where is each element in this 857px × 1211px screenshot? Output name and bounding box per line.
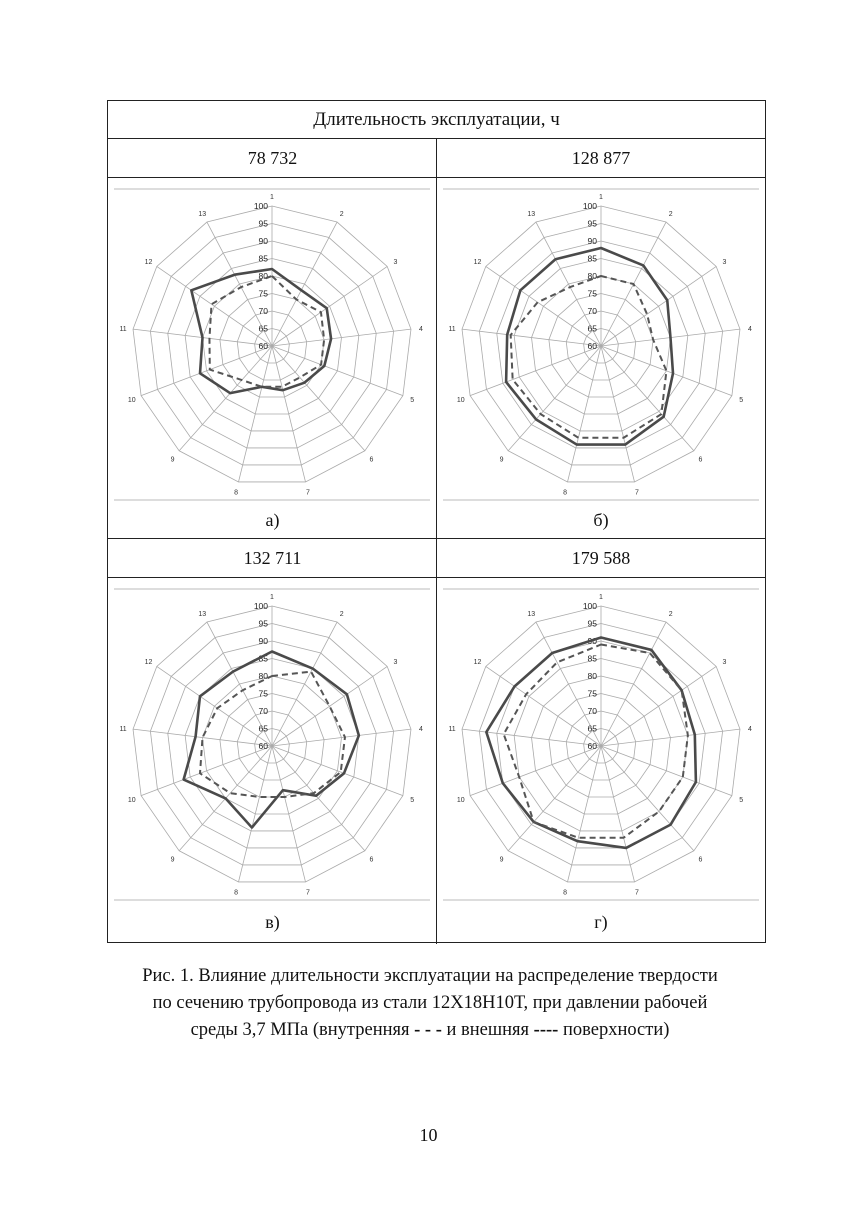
- cell-title-d: 179 588: [437, 539, 765, 578]
- category-label: 12: [473, 658, 482, 666]
- axis-spoke: [470, 746, 601, 796]
- category-label: 11: [119, 725, 127, 733]
- tick-label: 95: [587, 218, 597, 229]
- tick-label: 85: [258, 253, 268, 264]
- axis-spoke: [141, 746, 272, 796]
- tick-label: 80: [587, 671, 597, 681]
- tick-label: 100: [582, 201, 597, 211]
- category-label: 6: [698, 856, 703, 864]
- axis-spoke: [272, 746, 403, 796]
- axis-spoke: [272, 622, 337, 746]
- category-label: 7: [305, 489, 310, 497]
- tick-label: 80: [587, 271, 597, 281]
- chart-label-a: а): [108, 501, 437, 539]
- series-outer-solid: [184, 652, 359, 828]
- category-label: 4: [747, 725, 752, 733]
- tick-label: 95: [587, 618, 597, 629]
- tick-label: 70: [258, 706, 268, 716]
- table-divider: [436, 138, 437, 944]
- axis-spoke: [179, 346, 272, 451]
- category-label: 5: [739, 397, 744, 405]
- category-label: 2: [668, 211, 673, 219]
- chart-label-d: г): [594, 912, 608, 932]
- category-label: 6: [369, 456, 374, 464]
- tick-label: 90: [258, 236, 268, 246]
- tick-label: 70: [587, 306, 597, 316]
- category-label: 10: [456, 397, 465, 405]
- category-label: 10: [456, 797, 465, 805]
- category-label: 5: [410, 797, 415, 805]
- category-label: 3: [393, 258, 398, 266]
- category-label: 5: [410, 397, 415, 405]
- tick-label: 85: [258, 653, 268, 664]
- category-label: 13: [198, 611, 207, 619]
- category-label: 13: [527, 611, 536, 619]
- tick-label: 90: [587, 236, 597, 246]
- category-label: 6: [698, 456, 703, 464]
- category-label: 1: [599, 194, 603, 201]
- tick-label: 100: [582, 601, 597, 611]
- axis-spoke: [508, 746, 601, 851]
- cell-title-b: 128 877: [437, 139, 765, 178]
- axis-spoke: [470, 346, 601, 396]
- category-label: 7: [634, 489, 639, 497]
- category-label: 9: [170, 856, 175, 864]
- category-label: 1: [270, 594, 274, 601]
- category-label: 8: [234, 889, 239, 897]
- tick-label: 85: [587, 653, 597, 664]
- category-label: 2: [668, 611, 673, 619]
- tick-label: 65: [587, 723, 597, 734]
- tick-label: 60: [587, 741, 597, 751]
- category-label: 12: [473, 258, 482, 266]
- axis-spoke: [601, 346, 694, 451]
- tick-label: 85: [587, 253, 597, 264]
- axis-spoke: [601, 346, 732, 396]
- category-label: 10: [127, 797, 136, 805]
- category-label: 4: [418, 325, 423, 333]
- tick-label: 60: [258, 341, 268, 351]
- category-label: 1: [599, 594, 603, 601]
- tick-label: 70: [258, 306, 268, 316]
- cell-title-a: 78 732: [108, 139, 437, 178]
- radar-chart-c: [108, 578, 436, 903]
- tick-label: 80: [258, 671, 268, 681]
- category-label: 2: [339, 211, 344, 219]
- table-header: Длительность эксплуатации, ч: [108, 101, 765, 139]
- chart-panel-c: [108, 578, 436, 903]
- category-label: 12: [144, 658, 153, 666]
- caption-text-c: поверхности): [558, 1020, 670, 1040]
- tick-label: 75: [258, 288, 268, 299]
- tick-label: 80: [258, 271, 268, 281]
- tick-label: 75: [258, 688, 268, 699]
- radar-chart-d: [437, 578, 765, 903]
- radar-chart-b: [437, 178, 765, 503]
- radar-chart-a: [108, 178, 436, 503]
- category-label: 10: [127, 397, 136, 405]
- tick-label: 60: [258, 741, 268, 751]
- caption-text-a: среды 3,7 МПа (внутренняя: [190, 1020, 415, 1040]
- category-label: 4: [418, 725, 423, 733]
- category-label: 8: [563, 889, 568, 897]
- category-label: 5: [739, 797, 744, 805]
- legend-dashed: - - -: [414, 1020, 442, 1040]
- axis-spoke: [272, 346, 365, 451]
- category-label: 1: [270, 194, 274, 201]
- tick-label: 65: [587, 323, 597, 334]
- caption-text-b: и внешняя: [441, 1020, 534, 1040]
- category-label: 12: [144, 258, 153, 266]
- category-label: 4: [747, 325, 752, 333]
- category-label: 11: [448, 725, 456, 733]
- tick-label: 75: [587, 288, 597, 299]
- tick-label: 90: [258, 636, 268, 646]
- tick-label: 95: [258, 218, 268, 229]
- chart-label-c: в): [265, 912, 280, 932]
- category-label: 9: [170, 456, 175, 464]
- chart-panel-d: [437, 578, 765, 903]
- category-label: 7: [634, 889, 639, 897]
- legend-solid: ----: [533, 1020, 559, 1040]
- figure-table: [107, 100, 766, 943]
- category-label: 8: [234, 489, 239, 497]
- tick-label: 60: [587, 341, 597, 351]
- axis-spoke: [508, 346, 601, 451]
- chart-panel-b: [437, 178, 765, 503]
- caption-line-3: [80, 1017, 780, 1044]
- figure-caption: [80, 963, 780, 1044]
- category-label: 3: [722, 258, 727, 266]
- category-label: 6: [369, 856, 374, 864]
- tick-label: 90: [587, 636, 597, 646]
- tick-label: 95: [258, 618, 268, 629]
- category-label: 8: [563, 489, 568, 497]
- page-number: 10: [419, 1125, 438, 1145]
- cell-title-c: 132 711: [108, 539, 437, 578]
- caption-line-2: по сечению трубопровода из стали 12Х18Н10Т, при давлении рабочей: [152, 993, 708, 1013]
- category-label: 11: [448, 325, 456, 333]
- category-label: 9: [499, 856, 504, 864]
- tick-label: 100: [253, 601, 268, 611]
- category-label: 3: [722, 658, 727, 666]
- chart-panel-a: [108, 178, 436, 503]
- caption-line-1: Рис. 1. Влияние длительности эксплуатации на распределение твердости: [142, 966, 718, 986]
- category-label: 13: [198, 211, 207, 219]
- tick-label: 65: [258, 323, 268, 334]
- tick-label: 75: [587, 688, 597, 699]
- category-label: 3: [393, 658, 398, 666]
- axis-spoke: [272, 746, 365, 851]
- category-label: 13: [527, 211, 536, 219]
- tick-label: 100: [253, 201, 268, 211]
- category-label: 2: [339, 611, 344, 619]
- axis-spoke: [601, 746, 732, 796]
- axis-spoke: [601, 746, 694, 851]
- tick-label: 70: [587, 706, 597, 716]
- chart-label-b: б): [437, 501, 765, 539]
- category-label: 11: [119, 325, 127, 333]
- tick-label: 65: [258, 723, 268, 734]
- category-label: 9: [499, 456, 504, 464]
- category-label: 7: [305, 889, 310, 897]
